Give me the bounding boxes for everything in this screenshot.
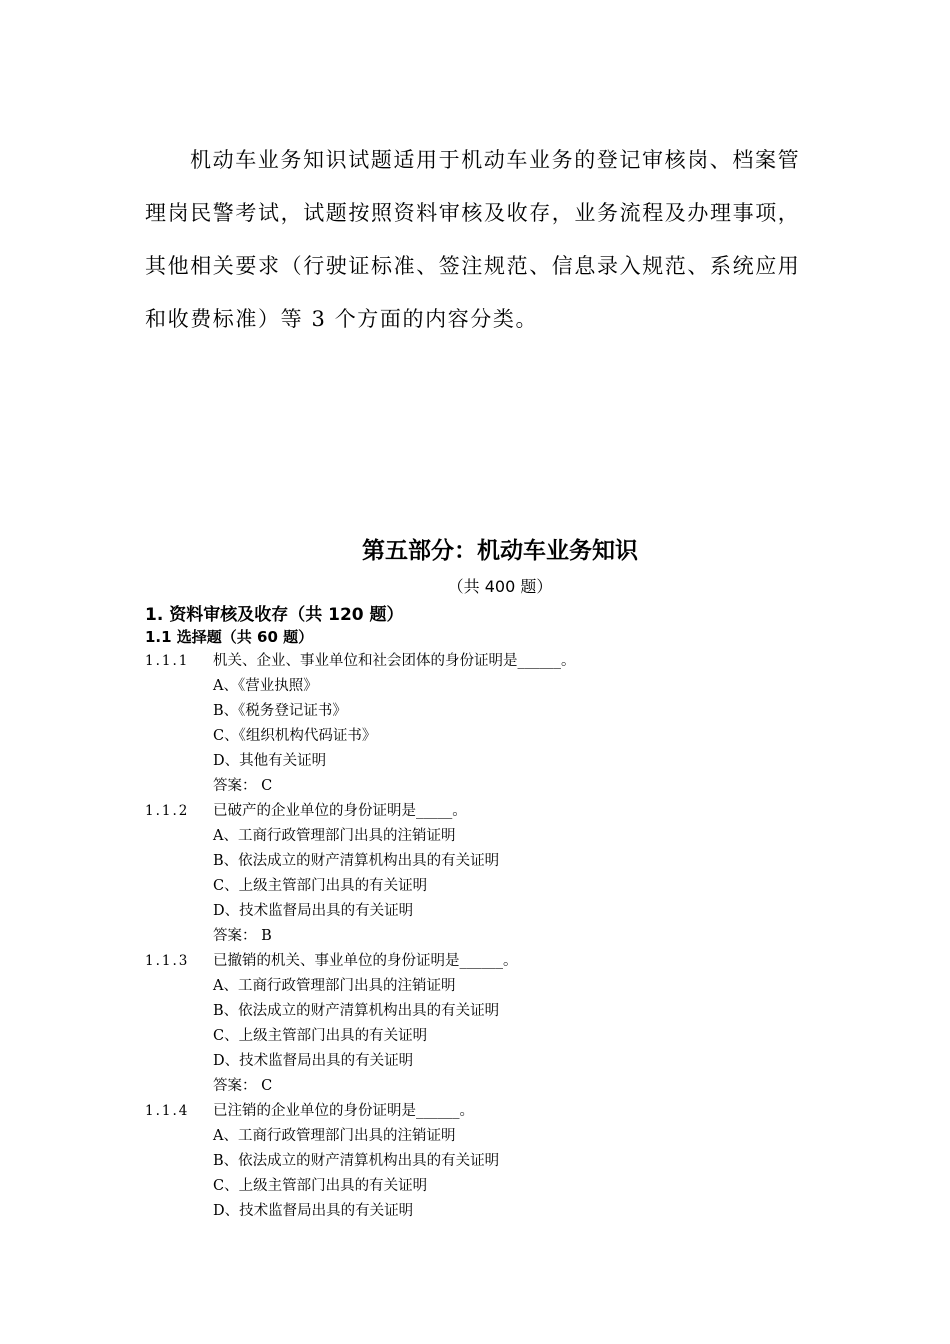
question-list (145, 649, 825, 1224)
question-text: 已注销的企业单位的身份证明是______。 (213, 1103, 474, 1119)
answer: 答案： C (213, 778, 273, 794)
option-b: B、依法成立的财产清算机构出具的有关证明 (213, 853, 500, 869)
option-a: A、工商行政管理部门出具的注销证明 (213, 978, 456, 994)
question-number: 1.1.2 (145, 803, 190, 819)
option-b: B、依法成立的财产清算机构出具的有关证明 (213, 1003, 500, 1019)
section-heading: 1. 资料审核及收存（共 120 题） (145, 605, 404, 625)
intro-line: 机动车业务知识试题适用于机动车业务的登记审核岗、档案管 (190, 148, 801, 172)
part-subtitle: （共 400 题） (447, 577, 553, 596)
question-text: 已破产的企业单位的身份证明是_____。 (213, 803, 467, 819)
option-a: A、工商行政管理部门出具的注销证明 (213, 1128, 456, 1144)
question-item (145, 949, 825, 974)
intro-paragraph (145, 134, 805, 346)
question-number: 1.1.4 (145, 1103, 190, 1119)
option-d: D、技术监督局出具的有关证明 (213, 903, 414, 919)
intro-line: 和收费标准）等 3 个方面的内容分类。 (145, 307, 539, 331)
option-b: B、《税务登记证书》 (213, 703, 347, 719)
question-number: 1.1.1 (145, 653, 190, 669)
option-a: A、工商行政管理部门出具的注销证明 (213, 828, 456, 844)
option-c: C、《组织机构代码证书》 (213, 728, 377, 744)
question-item (145, 799, 825, 824)
option-d: D、技术监督局出具的有关证明 (213, 1053, 414, 1069)
intro-line: 理岗民警考试，试题按照资料审核及收存，业务流程及办理事项， (145, 201, 801, 225)
option-b: B、依法成立的财产清算机构出具的有关证明 (213, 1153, 500, 1169)
option-d: D、技术监督局出具的有关证明 (213, 1203, 414, 1219)
option-c: C、上级主管部门出具的有关证明 (213, 878, 428, 894)
answer: 答案： B (213, 928, 272, 944)
option-c: C、上级主管部门出具的有关证明 (213, 1178, 428, 1194)
question-text: 已撤销的机关、事业单位的身份证明是______。 (213, 953, 518, 969)
part-title: 第五部分：机动车业务知识 (362, 538, 638, 564)
question-item (145, 1099, 825, 1124)
option-d: D、其他有关证明 (213, 753, 327, 769)
question-number: 1.1.3 (145, 953, 190, 969)
intro-line: 其他相关要求（行驶证标准、签注规范、信息录入规范、系统应用 (145, 254, 801, 278)
answer: 答案： C (213, 1078, 273, 1094)
question-text: 机关、企业、事业单位和社会团体的身份证明是______。 (213, 653, 576, 669)
option-a: A、《营业执照》 (213, 678, 318, 694)
option-c: C、上级主管部门出具的有关证明 (213, 1028, 428, 1044)
question-item (145, 649, 825, 674)
subsection-heading: 1.1 选择题（共 60 题） (145, 628, 314, 646)
